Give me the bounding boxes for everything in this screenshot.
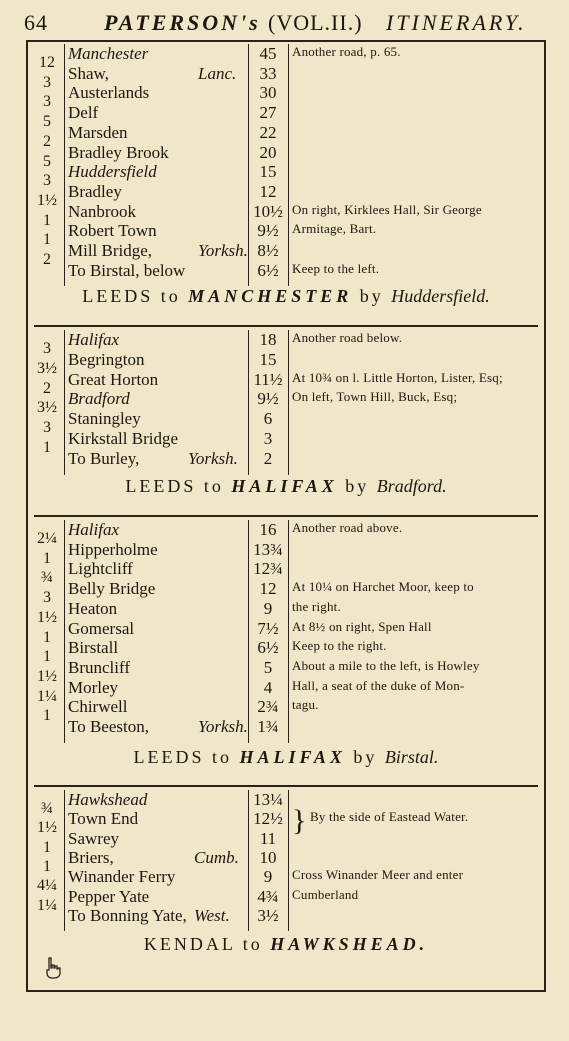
stage-distance: 1 xyxy=(43,628,51,646)
route-note: Another road below. xyxy=(292,330,403,345)
total-distance: 9 xyxy=(263,867,273,887)
stage-distance: 1 xyxy=(43,549,51,567)
stage-distance: 2¼ xyxy=(37,530,57,547)
route-row xyxy=(28,389,544,417)
total-distance: 18 xyxy=(259,330,277,349)
route-row xyxy=(28,409,544,437)
place-name: Bradley xyxy=(68,181,122,201)
total-distance: 6 xyxy=(263,409,273,429)
stage-distance: 3 xyxy=(43,93,51,111)
route-note: Keep to the left. xyxy=(292,260,380,276)
total-distance: 45 xyxy=(259,44,277,63)
stage-distance: ¾ xyxy=(41,800,53,817)
stage-distance: 3 xyxy=(43,172,51,190)
total-distance: 20 xyxy=(259,142,277,162)
header-title-author: PATERSON's xyxy=(104,10,261,35)
stage-distance: 3 xyxy=(43,73,51,91)
route-row xyxy=(28,520,544,547)
section-divider xyxy=(34,515,538,517)
total-distance: 11 xyxy=(259,828,277,848)
route-row xyxy=(28,539,544,567)
stage-distance: 1¼ xyxy=(37,896,57,914)
total-distance: 10½ xyxy=(253,201,283,221)
total-distance: 3½ xyxy=(257,905,279,925)
route-title-from: LEEDS to xyxy=(125,476,232,496)
place-name: Robert Town xyxy=(68,221,157,241)
place-name: Halifax xyxy=(68,520,119,539)
total-distance: 12 xyxy=(259,579,277,599)
total-distance: 4 xyxy=(263,677,273,697)
total-distance: 16 xyxy=(259,520,277,539)
route-row xyxy=(28,906,544,926)
place-name: Hipperholme xyxy=(68,539,158,559)
place-name: Winander Ferry xyxy=(68,867,176,887)
place-name: To Burley, xyxy=(68,448,140,468)
total-distance: 13¼ xyxy=(253,790,283,809)
route-row xyxy=(28,261,544,281)
route-row xyxy=(28,162,544,190)
stage-distance: 1 xyxy=(43,439,51,456)
place-name: Heaton xyxy=(68,598,118,618)
place-name: Great Horton xyxy=(68,369,159,389)
stage-distance: 3½ xyxy=(37,399,57,417)
place-name: Lightcliff xyxy=(68,559,133,579)
stage-distance: 1 xyxy=(43,857,51,875)
total-distance: 12 xyxy=(259,181,277,201)
stage-distance: 1½ xyxy=(37,667,57,685)
total-distance: 22 xyxy=(259,122,277,142)
place-name: Gomersal xyxy=(68,618,135,638)
route-title xyxy=(28,747,544,768)
route-row xyxy=(28,717,544,737)
total-distance: 6½ xyxy=(257,260,279,280)
stage-distance: 5 xyxy=(43,152,51,170)
stage-distance: 1½ xyxy=(37,608,57,626)
place-name: To Birstal, below xyxy=(68,260,186,280)
place-name: Pepper Yate xyxy=(68,886,150,906)
route-title-via: Huddersfield. xyxy=(391,286,490,306)
place-name: Bruncliff xyxy=(68,657,131,677)
stage-distance: 1½ xyxy=(37,191,57,209)
place-name: Austerlands xyxy=(68,83,150,103)
route-row xyxy=(28,330,544,357)
section-divider xyxy=(34,325,538,327)
total-distance: 33 xyxy=(259,63,277,83)
route-title-from: KENDAL to xyxy=(143,934,271,954)
route-note: On left, Town Hill, Buck, Esq; xyxy=(292,389,458,405)
route-note: About a mile to the left, is Howley xyxy=(292,657,480,673)
county-label: Yorksh. xyxy=(198,717,248,736)
county-label: Yorksh. xyxy=(198,241,248,260)
stage-distance: 2 xyxy=(43,251,51,268)
route-note: At 10¾ on l. Little Horton, Lister, Esq; xyxy=(292,369,503,385)
county-label: West. xyxy=(194,905,230,925)
route-title xyxy=(28,934,544,955)
route-title-destination: HALIFAX xyxy=(231,476,338,496)
stage-distance: 1¼ xyxy=(37,687,57,705)
stage-distance: 2 xyxy=(43,379,51,397)
route-title-by: by xyxy=(337,476,377,496)
route-note: At 8½ on right, Spen Hall xyxy=(292,618,432,634)
stage-distance: 4¼ xyxy=(37,877,57,895)
route-note: Armitage, Bart. xyxy=(292,221,377,237)
route-title-destination: HAWKSHEAD. xyxy=(270,934,429,954)
place-name: Halifax xyxy=(68,330,119,349)
total-distance: 9 xyxy=(263,598,273,618)
header-title-volume: (VOL.II.) xyxy=(268,10,363,35)
route-row xyxy=(28,44,544,71)
route-row xyxy=(28,63,544,91)
place-name: Belly Bridge xyxy=(68,579,156,599)
place-name: Birstall xyxy=(68,638,119,658)
place-name: Manchester xyxy=(68,44,149,63)
place-name: Bradley Brook xyxy=(68,142,169,162)
place-name: Town End xyxy=(68,809,139,829)
total-distance: 5 xyxy=(263,657,273,677)
route-row xyxy=(28,142,544,170)
route-row xyxy=(28,103,544,131)
stage-distance: 3½ xyxy=(37,359,57,377)
stage-distance: 1 xyxy=(43,648,51,666)
place-name: Sawrey xyxy=(68,828,119,848)
place-name: Shaw, xyxy=(68,63,109,83)
place-name: Nanbrook xyxy=(68,201,136,221)
route-note: Keep to the right. xyxy=(292,638,387,654)
total-distance: 15 xyxy=(259,162,277,182)
total-distance: 4¾ xyxy=(257,886,279,906)
stage-distance: 1 xyxy=(43,838,51,856)
county-label: Cumb. xyxy=(194,847,239,867)
route-note: By the side of Eastead Water. xyxy=(310,809,469,825)
place-name: Mill Bridge, xyxy=(68,241,153,260)
place-name: Briers, xyxy=(68,847,114,867)
total-distance: 9½ xyxy=(257,389,279,409)
route-row xyxy=(28,429,544,456)
stage-distance: 3 xyxy=(43,419,51,437)
route-title-via: Birstal. xyxy=(384,747,439,767)
total-distance: 2¾ xyxy=(257,697,279,717)
stage-distance: 1 xyxy=(43,211,51,229)
route-row xyxy=(28,221,544,249)
place-name: To Beeston, xyxy=(68,717,149,736)
total-distance: 15 xyxy=(259,349,277,369)
route-title-from: LEEDS to xyxy=(82,286,189,306)
place-name: Staningley xyxy=(68,409,141,429)
route-title-destination: HALIFAX xyxy=(239,747,346,767)
place-name: To Bonning Yate, xyxy=(68,905,187,925)
route-note: Another road above. xyxy=(292,520,403,535)
county-label: Yorksh. xyxy=(188,448,238,468)
route-note: Another road, p. 65. xyxy=(292,44,401,59)
route-row xyxy=(28,122,544,150)
total-distance: 6½ xyxy=(257,638,279,658)
total-distance: 2 xyxy=(263,448,273,468)
stage-distance: 3 xyxy=(43,589,51,607)
stage-distance: 1 xyxy=(43,231,51,249)
place-name: Hawkshead xyxy=(68,790,148,809)
stage-distance: 3 xyxy=(43,340,51,357)
route-title-via: Bradford. xyxy=(376,476,447,496)
route-note: On right, Kirklees Hall, Sir George xyxy=(292,201,482,217)
route-title xyxy=(28,476,544,497)
page-number: 64 xyxy=(24,10,48,35)
itinerary-frame xyxy=(26,40,546,992)
total-distance: 8½ xyxy=(257,241,279,260)
total-distance: 3 xyxy=(263,429,273,448)
route-note: At 10¼ on Harchet Moor, keep to xyxy=(292,579,474,595)
page-header xyxy=(24,10,544,40)
total-distance: 9½ xyxy=(257,221,279,241)
total-distance: 30 xyxy=(259,83,277,103)
total-distance: 11½ xyxy=(253,369,283,389)
stage-distance: 1½ xyxy=(37,819,57,837)
route-note: the right. xyxy=(292,598,341,614)
route-title xyxy=(28,286,544,307)
stage-distance: 2 xyxy=(43,132,51,150)
place-name: Chirwell xyxy=(68,697,128,717)
route-note: Cumberland xyxy=(292,886,359,902)
route-row xyxy=(28,449,544,469)
total-distance: 10 xyxy=(259,847,277,867)
stage-distance: ¾ xyxy=(41,569,53,587)
route-note: tagu. xyxy=(292,697,319,713)
section-divider xyxy=(34,785,538,787)
county-label: Lanc. xyxy=(198,63,237,83)
total-distance: 13¾ xyxy=(253,539,283,559)
place-name: Delf xyxy=(68,103,99,123)
total-distance: 12¾ xyxy=(253,559,283,579)
route-title-from: LEEDS to xyxy=(133,747,240,767)
route-title-destination: MANCHESTER xyxy=(188,286,353,306)
route-row xyxy=(28,809,544,837)
total-distance: 27 xyxy=(259,103,277,123)
stage-distance: 1 xyxy=(43,707,51,725)
total-distance: 1¾ xyxy=(257,717,279,736)
place-name: Kirkstall Bridge xyxy=(68,429,179,448)
stage-distance: 12 xyxy=(39,54,55,71)
header-title-itinerary: ITINERARY. xyxy=(386,10,527,35)
place-name: Marsden xyxy=(68,122,128,142)
pointing-hand-icon xyxy=(44,956,62,980)
place-name: Begrington xyxy=(68,349,145,369)
place-name: Bradford xyxy=(68,389,130,409)
total-distance: 12½ xyxy=(253,809,283,829)
route-note: Cross Winander Meer and enter xyxy=(292,867,464,883)
route-note: Hall, a seat of the duke of Mon- xyxy=(292,677,465,693)
route-title-by: by xyxy=(352,286,392,306)
route-row xyxy=(28,83,544,111)
route-row xyxy=(28,697,544,725)
stage-distance: 5 xyxy=(43,113,51,131)
place-name: Huddersfield xyxy=(68,162,157,182)
route-title-by: by xyxy=(345,747,385,767)
total-distance: 7½ xyxy=(257,618,279,638)
note-brace: } xyxy=(292,804,307,837)
place-name: Morley xyxy=(68,677,119,697)
